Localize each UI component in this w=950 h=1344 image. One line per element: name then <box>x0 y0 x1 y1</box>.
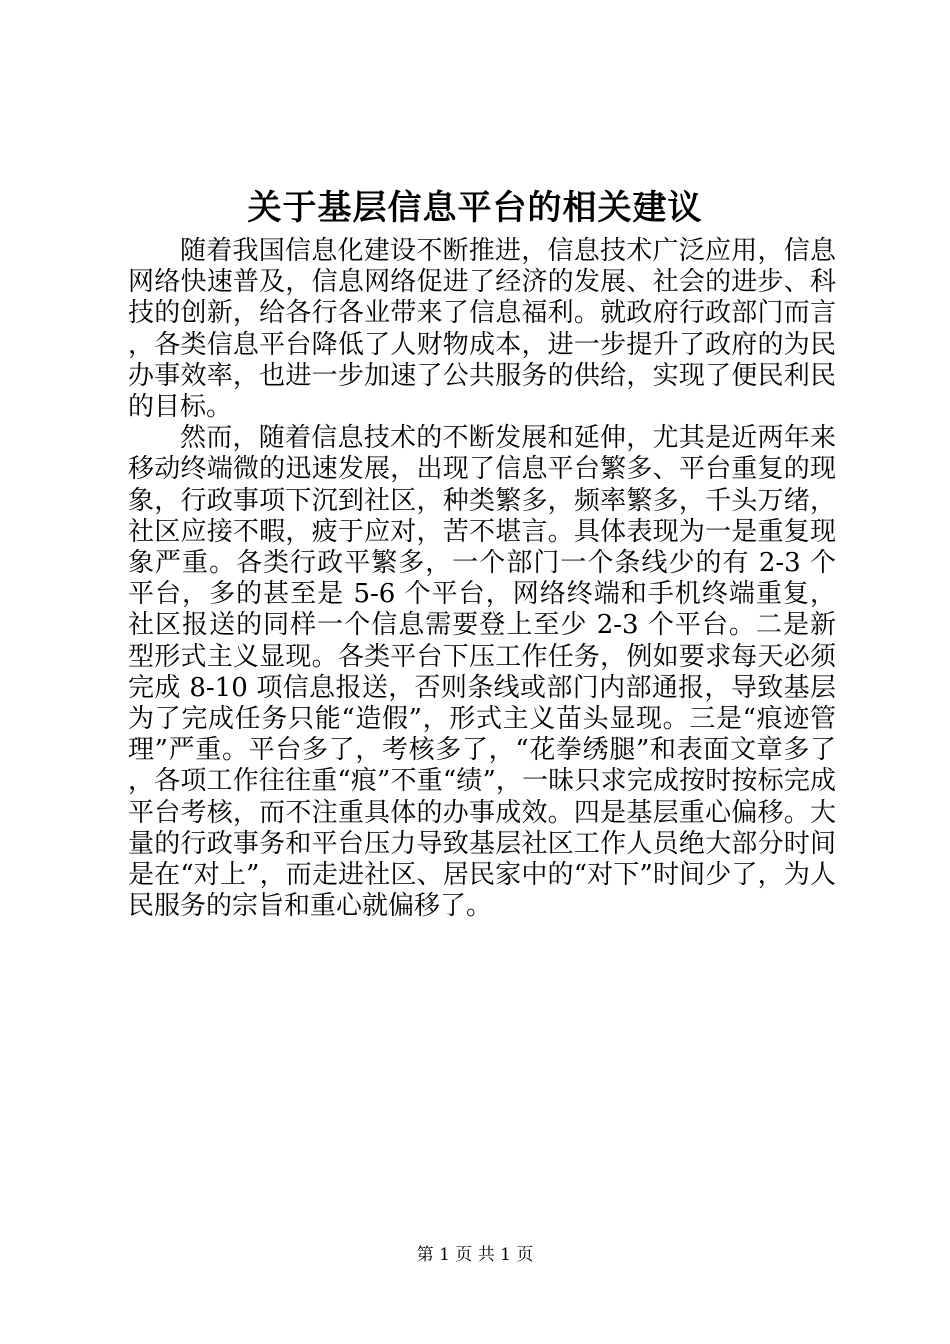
document-title: 关于基层信息平台的相关建议 <box>247 188 703 228</box>
paragraph-intro: 随着我国信息化建设不断推进，信息技术广泛应用，信息网络快速普及，信息网络促进了经济的发展、社会的进步、科技的创新，给各行各业带来了信息福利。就政府行政部门而言，各类信息平台降低了人财物成本，进一步提升了政府的为民办事效率，也进一步加速了公共服务的供给，实现了便民利民的目标。 <box>128 236 836 423</box>
paragraph-problems: 然而，随着信息技术的不断发展和延伸，尤其是近两年来移动终端微的迅速发展，出现了信息平台繁多、平台重复的现象，行政事项下沉到社区，种类繁多，频率繁多，千头万绪，社区应接不暇，疲于应对，苦不堪言。具体表现为一是重复现象严重。各类行政平繁多，一个部门一个条线少的有 2-3 个平台，多的甚至是 5-6 个平台，网络终端和手机终端重复，社区报送的同样一个信息需要登上至少 2-3 个平台。二是新型形式主义显现。各类平台下压工作任务，例如要求每天必须完成 8-10 项信息报送，否则条线或部门内部通报，导致基层为了完成任务只能“造假”，形式主义苗头显现。三是“痕迹管理”严重。平台多了，考核多了，“花拳绣腿”和表面文章多了，各项工作往往重“痕”不重“绩”，一昧只求完成按时按标完成平台考核，而不注重具体的办事成效。四是基层重心偏移。大量的行政事务和平台压力导致基层社区工作人员绝大部分时间是在“对上”，而走进社区、居民家中的“对下”时间少了，为人民服务的宗旨和重心就偏移了。 <box>128 423 836 922</box>
page-footer: 第 1 页 共 1 页 <box>416 1245 534 1265</box>
document-body <box>128 236 836 922</box>
